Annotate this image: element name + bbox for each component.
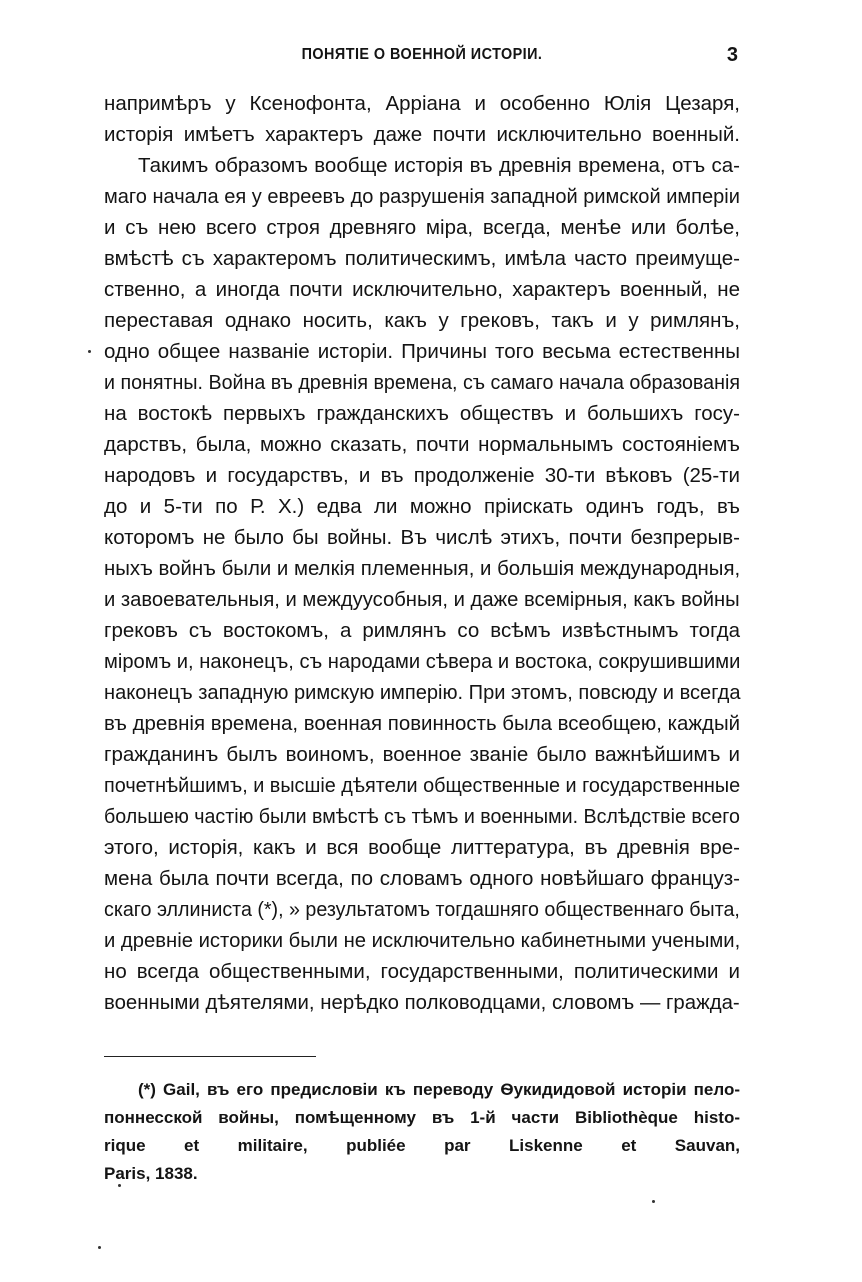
scan-speck — [88, 350, 91, 353]
text-line: наконецъ западную римскую имперію. При этомъ, повсюду и всегда — [104, 681, 741, 704]
footnote-line: Paris, 1838. — [104, 1164, 198, 1183]
text-line: народовъ и государствъ, и въ продолженіе 30-ти вѣковъ (25-ти — [104, 464, 740, 487]
text-line: одно общее названіе исторіи. Причины того весьма естественны — [104, 340, 740, 363]
paragraph-start-line: Такимъ образомъ вообще исторія въ древнія времена, отъ са- — [138, 154, 740, 177]
body-text — [104, 88, 740, 1018]
footnote-line: (*) Gail, въ его предисловіи къ переводу Ѳукидидовой исторіи пело- — [138, 1080, 740, 1099]
text-line: и завоевательныя, и междуусобныя, и даже всемірныя, какъ войны — [104, 588, 740, 611]
text-line: большею частію были вмѣстѣ съ тѣмъ и военными. Вслѣдствіе всего — [104, 805, 740, 828]
scan-speck — [98, 1246, 101, 1249]
text-line: и понятны. Война въ древнія времена, съ самаго начала образованія — [104, 371, 740, 394]
text-line: почетнѣйшимъ, и высшіе дѣятели общественные и государственные — [104, 774, 741, 797]
text-line: маго начала ея у евреевъ до разрушенія западной римской имперіи — [104, 185, 740, 208]
text-line: скаго эллиниста (*), » результатомъ тогдашняго общественнаго быта, — [104, 898, 740, 921]
footnote-line: поннесской войны, помѣщенному въ 1-й части Bibliothèque histo- — [104, 1108, 740, 1127]
text-line: ственно, а иногда почти исключительно, характеръ военный, не — [104, 278, 740, 301]
text-line: напримѣръ у Ксенофонта, Арріана и особенно Юлія Цезаря, — [104, 92, 740, 115]
footnote-line: rique et militaire, publiée par Liskenne et Sauvan, — [104, 1136, 740, 1155]
text-line: мена была почти всегда, по словамъ одного новѣйшаго француз- — [104, 867, 740, 890]
text-line: которомъ не было бы войны. Въ числѣ этихъ, почти безпрерыв- — [104, 526, 740, 549]
text-line: исторія имѣетъ характеръ даже почти исключительно военный. — [104, 123, 740, 146]
text-line: но всегда общественными, государственными, политическими и — [104, 960, 740, 983]
scan-speck — [118, 1184, 121, 1187]
running-title: ПОНЯТІЕ О ВОЕННОЙ ИСТОРІИ. — [301, 46, 543, 63]
text-line: въ древнія времена, военная повинность была всеобщею, каждый — [104, 712, 741, 735]
text-line: гражданинъ былъ воиномъ, военное званіе было важнѣйшимъ и — [104, 743, 740, 766]
text-line: ныхъ войнъ были и мелкія племенныя, и большія международныя, — [104, 557, 741, 580]
text-line: міромъ и, наконецъ, съ народами сѣвера и востока, сокрушившими — [104, 650, 741, 673]
scan-speck — [652, 1200, 655, 1203]
running-head — [104, 44, 740, 72]
text-line: грековъ съ востокомъ, а римлянъ со всѣмъ извѣстнымъ тогда — [104, 619, 740, 642]
text-line: военными дѣятелями, нерѣдко полководцами, словомъ — гражда- — [104, 991, 740, 1014]
text-line: дарствъ, была, можно сказать, почти нормальнымъ состояніемъ — [104, 433, 740, 456]
text-line: переставая однако носить, какъ у грековъ, такъ и у римлянъ, — [104, 309, 740, 332]
text-line: и съ нею всего строя древняго міра, всегда, менѣе или болѣе, — [104, 216, 740, 239]
text-line: на востокѣ первыхъ гражданскихъ обществъ и большихъ госу- — [104, 402, 740, 425]
footnote-rule — [104, 1056, 316, 1057]
text-line: и древніе историки были не исключительно кабинетными учеными, — [104, 929, 741, 952]
page-number: 3 — [726, 44, 738, 66]
text-line: до и 5-ти по Р. Х.) едва ли можно пріискать одинъ годъ, въ — [104, 495, 740, 518]
footnote — [104, 1076, 740, 1188]
text-line: этого, исторія, какъ и вся вообще литтература, въ древнія вре- — [104, 836, 740, 859]
text-line: вмѣстѣ съ характеромъ политическимъ, имѣла часто преимуще- — [104, 247, 740, 270]
